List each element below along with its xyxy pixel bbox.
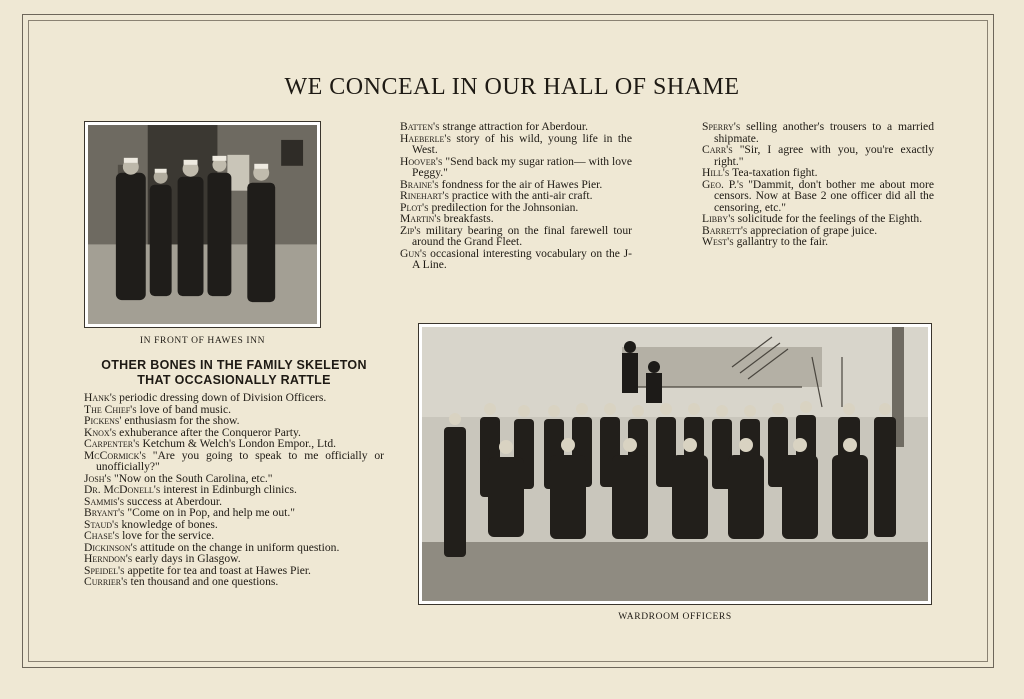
wardroom-officers-image [422,327,928,601]
list-item: Zip's military bearing on the final farewell tour around the Grand Fleet. [400,223,633,248]
list-item: Staud's knowledge of bones. [84,517,218,531]
list-item: Batten's strange attraction for Aberdour. [400,120,589,133]
list-item: West's gallantry to the fair. [702,235,829,248]
list-item: Dr. McDonell's interest in Edinburgh clinics. [84,483,297,496]
list-item: Hoover's "Send back my sugar ration— with love Peggy." [400,154,632,179]
photo-hawes-inn [84,121,321,328]
right-list [702,121,934,248]
list-item: Plot's predilection for the Johnsonian. [400,200,579,214]
list-item: Hank's periodic dressing down of Division Officers. [84,391,327,404]
list-item: Carr's "Sir, I agree with you, you're exactly right." [702,143,934,168]
list-item: Braine's fondness for the air of Hawes Pier. [400,177,603,191]
list-item: Bryant's "Come on in Pop, and help me out." [84,506,295,519]
list-item: Geo. P.'s "Dammit, don't bother me about more censors. Now at Base 2 one officer did all the censoring, etc." [702,177,934,214]
list-item: Pickens' enthusiasm for the show. [84,414,240,427]
page-title: WE CONCEAL IN OUR HALL OF SHAME [284,74,740,100]
list-item: Chase's love for the service. [84,529,215,542]
list-item: Speidel's appetite for tea and toast at Hawes Pier. [84,563,311,577]
list-item: Hill's Tea-taxation fight. [702,166,818,179]
photo-wardroom [418,323,932,605]
list-item: Herndon's early days in Glasgow. [84,552,241,565]
list-item: Josh's "Now on the South Carolina, etc." [84,471,273,485]
photo-wardroom-caption: WARDROOM OFFICERS [618,612,732,622]
list-item: Carpenter's Ketchum & Welch's London Empor., Ltd. [84,437,337,450]
list-item: Martin's breakfasts. [400,212,494,225]
photo-hawes-inn-caption: IN FRONT OF HAWES INN [139,336,266,346]
middle-list [400,121,632,271]
list-item: Currier's ten thousand and one questions. [84,575,279,588]
group-of-sailors-image [88,125,317,324]
section-heading: OTHER BONES IN THE FAMILY SKELETON THAT OCCASIONALLY RATTLE [101,358,367,387]
list-item: Dickinson's attitude on the change in uniform question. [84,540,340,554]
list-item: Barrett's appreciation of grape juice. [702,223,878,237]
left-list [84,392,384,588]
list-item: Haeberle's story of his wild, young life in the West. [400,131,632,156]
list-item: Sammis's success at Aberdour. [84,494,222,508]
list-item: McCormick's "Are you going to speak to me officially or unofficially?" [84,448,385,473]
list-item: Knox's exhuberance after the Conqueror Party. [84,425,301,439]
list-item: Sperry's selling another's trousers to a married shipmate. [702,120,934,145]
list-item: Gun's occasional interesting vocabulary on the J-A Line. [400,246,632,271]
list-item: The Chief's love of band music. [84,402,232,416]
list-item: Rinehart's practice with the anti-air craft. [400,189,593,202]
list-item: Libby's solicitude for the feelings of the Eighth. [702,212,923,225]
